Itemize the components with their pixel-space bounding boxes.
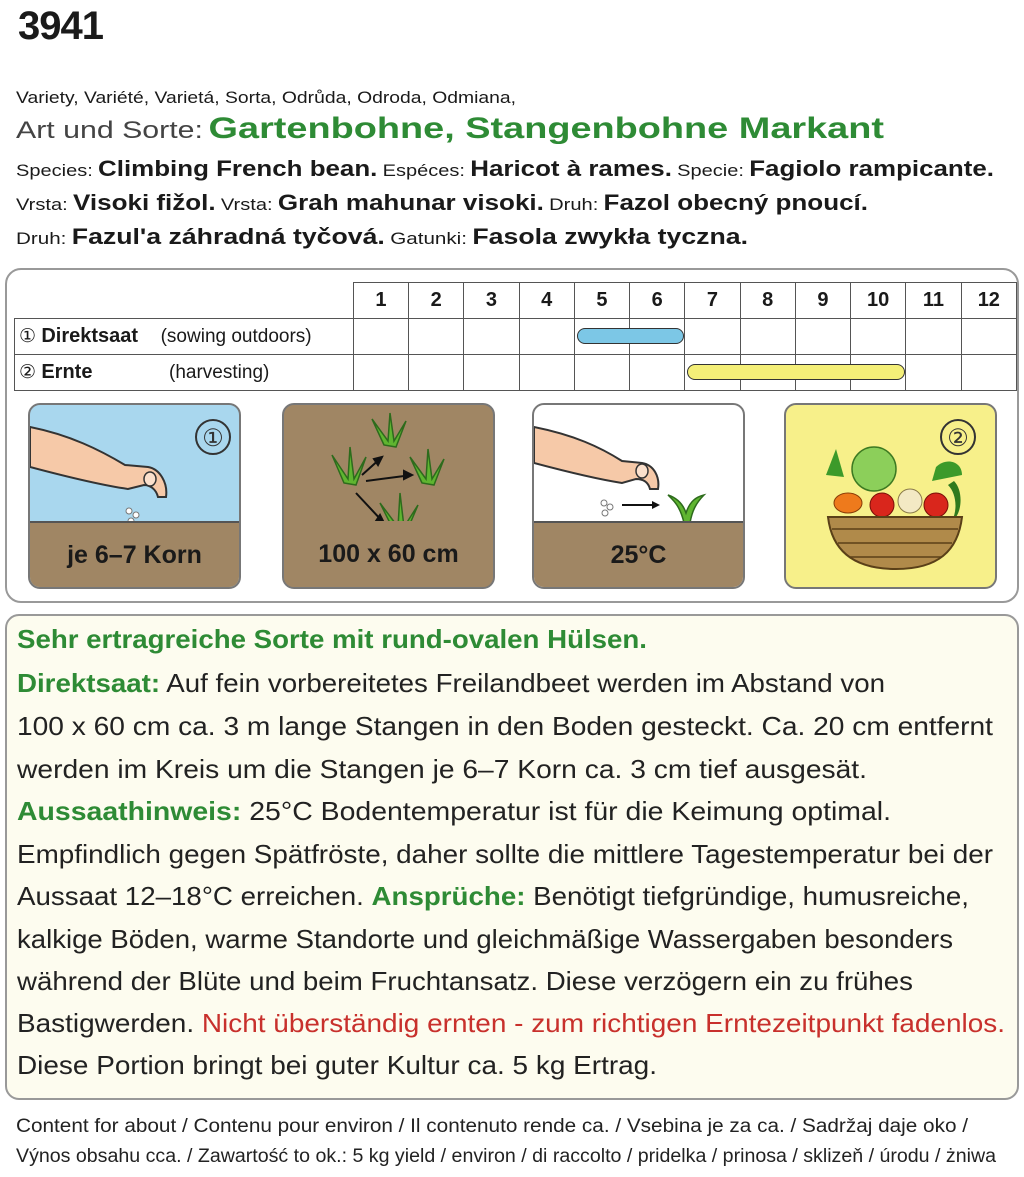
species-label: Species: [16, 161, 93, 180]
footer-text-2: Výnos obsahu cca. / Zawartość to ok.: 5 kg yield / environ / di raccolto / pridelka / prinosa / sklizeň / úrodu / żniwa [16, 1146, 997, 1167]
temperature-pictogram [532, 403, 745, 589]
hinweis-text-1: 25°C Bodentemperatur ist für die Keimung optimal. [241, 796, 892, 826]
footer-line-2 [16, 1146, 997, 1168]
month-7: 7 [685, 283, 740, 319]
direktsaat-line-1 [17, 668, 885, 699]
species-line-2 [16, 190, 868, 216]
calendar-cell-5 [574, 355, 629, 391]
harvest-note: (harvesting) [169, 362, 270, 383]
species-value: Climbing French bean. [98, 156, 378, 181]
ansprueche-text-3: während der Blüte und beim Fruchtansatz. Diese verzögern ein zu frühes [17, 966, 913, 996]
especes-label: Espéces: [382, 161, 466, 180]
month-2: 2 [409, 283, 464, 319]
yield-text: Diese Portion bringt bei guter Kultur ca. 5 kg Ertrag. [17, 1050, 657, 1080]
calendar-row-harvest [15, 355, 1017, 391]
warning-line [17, 1008, 1005, 1039]
sowing-caption: je 6–7 Korn [30, 521, 239, 587]
calendar-cell-5 [574, 319, 629, 355]
month-1: 1 [353, 283, 408, 319]
month-5: 5 [574, 283, 629, 319]
druh-sk-value: Fazul'a záhradná tyčová. [71, 224, 385, 249]
footer-line-1 [16, 1116, 969, 1138]
calendar-cell-12 [961, 319, 1016, 355]
variety-text: Variety, Variété, Varietá, Sorta, Odrůda, Odroda, Odmiana, [16, 88, 516, 107]
hinweis-line-3 [17, 881, 969, 912]
calendar-cell-7 [685, 319, 740, 355]
ansprueche-line-2 [17, 924, 954, 955]
month-6: 6 [630, 283, 685, 319]
calendar-cell-1 [353, 319, 408, 355]
footer-text-1: Content for about / Contenu pour environ / Il contenuto rende ca. / Vsebina je za ca. / Sadržaj daje oko / [16, 1116, 969, 1137]
spacing-pictogram [282, 403, 495, 589]
gatunki-label: Gatunki: [390, 229, 467, 248]
harvest-row-label [15, 355, 354, 391]
art-line [16, 112, 884, 146]
specie-label: Specie: [677, 161, 744, 180]
month-8: 8 [740, 283, 795, 319]
ansprueche-text-4: Bastigwerden. [17, 1008, 202, 1038]
hinweis-label: Aussaathinweis: [17, 796, 242, 826]
hinweis-line-2 [17, 839, 994, 870]
druh-cz-value: Fazol obecný pnoucí. [603, 190, 868, 215]
description-headline [17, 624, 647, 655]
sowing-row-label [15, 319, 354, 355]
calendar-row-sowing [15, 319, 1017, 355]
sowing-name: Direktsaat [41, 325, 139, 347]
direktsaat-text-1: Auf fein vorbereitetes Freilandbeet werden im Abstand von [160, 668, 885, 698]
ansprueche-text-2: kalkige Böden, warme Standorte und gleichmäßige Wassergaben besonders [17, 924, 954, 954]
ansprueche-line-3 [17, 966, 913, 997]
month-3: 3 [464, 283, 519, 319]
month-11: 11 [906, 283, 961, 319]
calendar-cell-8 [740, 319, 795, 355]
calendar-cell-11 [906, 355, 961, 391]
specie-value: Fagiolo rampicante. [749, 156, 994, 181]
hinweis-text-2: Empfindlich gegen Spätfröste, daher sollte die mittlere Tagestemperatur bei der [17, 839, 994, 869]
druh-cz-label: Druh: [549, 195, 599, 214]
month-9: 9 [795, 283, 850, 319]
direktsaat-line-2 [17, 711, 994, 742]
species-line-1 [16, 156, 994, 182]
month-12: 12 [961, 283, 1016, 319]
harvest-number: ② [19, 362, 37, 383]
calendar-cell-2 [409, 355, 464, 391]
especes-value: Haricot à rames. [470, 156, 672, 181]
hinweis-text-3: Aussaat 12–18°C erreichen. [17, 881, 372, 911]
calendar-cell-9 [795, 319, 850, 355]
harvest-badge: ② [947, 425, 969, 452]
sowing-note: (sowing outdoors) [160, 326, 312, 347]
calendar-cell-10 [851, 319, 906, 355]
sowing-calendar [14, 282, 1017, 391]
art-value: Gartenbohne, Stangenbohne Markant [208, 112, 884, 145]
yield-line [17, 1050, 657, 1081]
calendar-cell-6 [630, 355, 685, 391]
direktsaat-line-3 [17, 754, 867, 785]
direktsaat-text-2: 100 x 60 cm ca. 3 m lange Stangen in den Boden gesteckt. Ca. 20 cm entfernt [17, 711, 994, 741]
vegetable-basket-icon [786, 405, 997, 589]
sowing-pictogram [28, 403, 241, 589]
hinweis-line-1 [17, 796, 892, 827]
month-row [15, 283, 1017, 319]
vrsta-label: Vrsta: [16, 195, 68, 214]
direktsaat-text-3: werden im Kreis um die Stangen je 6–7 Korn ca. 3 cm tief ausgesät. [17, 754, 867, 784]
harvest-name: Ernte [41, 361, 93, 383]
calendar-cell-2 [409, 319, 464, 355]
harvest-pictogram [784, 403, 997, 589]
calendar-cell-7 [685, 355, 740, 391]
calendar-corner [15, 283, 354, 319]
vrsta-hr-label: Vrsta: [220, 195, 273, 214]
description-panel [5, 614, 1019, 1100]
month-10: 10 [851, 283, 906, 319]
calendar-cell-4 [519, 319, 574, 355]
calendar-cell-12 [961, 355, 1016, 391]
calendar-cell-4 [519, 355, 574, 391]
vrsta-hr-value: Grah mahunar visoki. [277, 190, 544, 215]
sowing-period-bar [577, 328, 684, 344]
variety-line [16, 88, 516, 108]
calendar-cell-3 [464, 319, 519, 355]
sowing-badge: ① [202, 425, 224, 452]
calendar-cell-1 [353, 355, 408, 391]
sowing-number: ① [19, 326, 37, 347]
species-line-3 [16, 224, 748, 250]
calendar-cell-3 [464, 355, 519, 391]
calendar-cell-11 [906, 319, 961, 355]
month-4: 4 [519, 283, 574, 319]
spacing-caption: 100 x 60 cm [284, 521, 493, 587]
ansprueche-text-1: Benötigt tiefgründige, humusreiche, [525, 881, 969, 911]
gatunki-value: Fasola zwykła tyczna. [472, 224, 748, 249]
product-code: 3941 [18, 4, 103, 48]
ansprueche-label: Ansprüche: [371, 881, 526, 911]
headline-text: Sehr ertragreiche Sorte mit rund-ovalen Hülsen. [17, 624, 647, 654]
temperature-caption: 25°C [534, 521, 743, 587]
vrsta-value: Visoki fižol. [73, 190, 216, 215]
direktsaat-label: Direktsaat: [17, 668, 161, 698]
warning-text: Nicht überständig ernten - zum richtigen Erntezeitpunkt fadenlos. [201, 1008, 1005, 1038]
art-label: Art und Sorte: [16, 117, 203, 144]
druh-sk-label: Druh: [16, 229, 67, 248]
harvest-period-bar [687, 364, 905, 380]
